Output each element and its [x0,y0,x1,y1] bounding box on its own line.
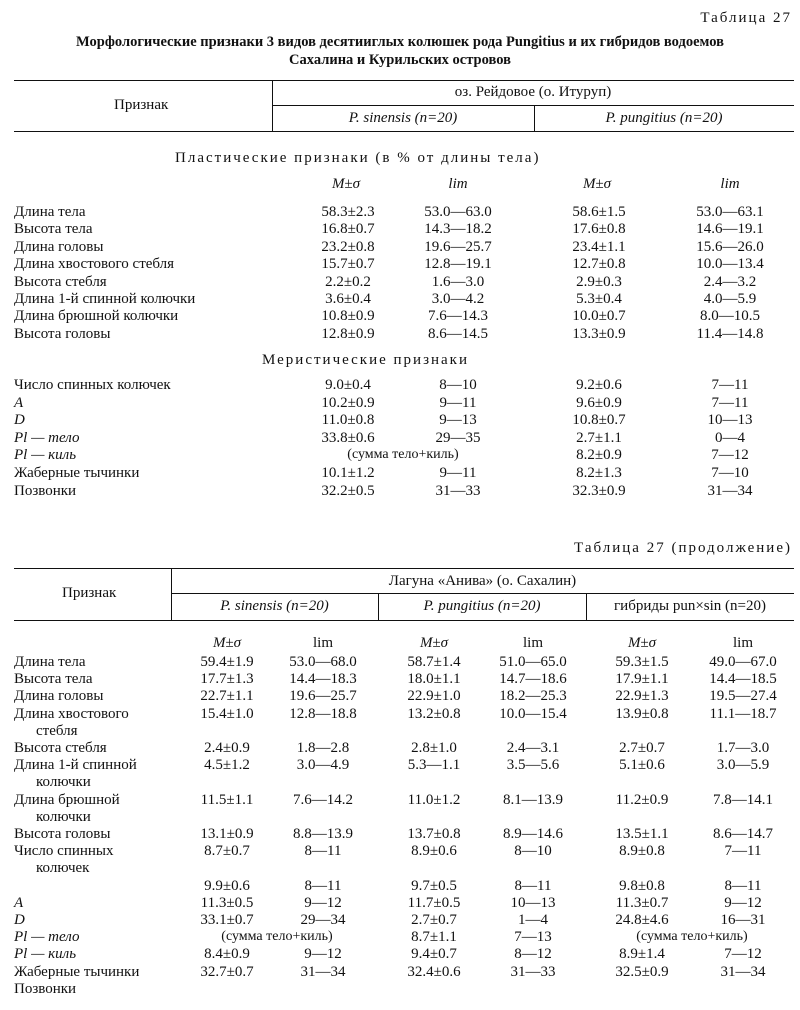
row-label: Жаберные тычинки [14,963,140,980]
table-row [0,291,800,308]
row-label: A [14,394,24,411]
table-row [0,878,800,895]
table-cell: 9—12 [304,946,342,963]
table-cell: 9—11 [439,465,477,481]
table-row-continuation [0,723,800,740]
table-row [0,377,800,394]
table-cell: 32.2±0.5 [321,482,375,499]
row-label: Высота тела [14,671,93,688]
table-cell: 7—11 [724,843,762,860]
row-label: D [14,412,25,429]
row-label: Число спинных [14,843,114,860]
table-cell: 51.0—65.0 [499,654,567,670]
table-cell: 8—11 [724,877,762,894]
table-cell: 8.7±0.7 [204,843,250,860]
row-label: Позвонки [14,980,77,997]
subheader: M±σ [627,635,657,651]
table-cell: 14.6—19.1 [696,221,764,238]
table-cell: 9.4±0.7 [411,946,457,963]
row-label: Высота головы [14,325,111,342]
table-cell: 24.8±4.6 [615,912,669,928]
table-cell: 22.7±1.1 [200,688,254,705]
table-cell: 3.0—4.9 [296,757,350,774]
column-header-feature: Признак [62,585,117,601]
table-cell: 13.7±0.8 [407,826,461,842]
table-cell: 18.0±1.1 [407,671,461,688]
table-row [0,430,800,447]
table-cell: 1.6—3.0 [431,273,485,290]
table-cell: 10.2±0.9 [321,394,375,411]
column-header-species: P. pungitius (n=20) [423,598,541,614]
table-cell: 8—11 [304,843,342,860]
table-cell: 1.8—2.8 [296,740,350,756]
table-cell: 9.2±0.6 [576,377,622,393]
table-cell: 32.5±0.9 [615,963,669,980]
table-cell: 9.0±0.4 [325,377,371,393]
table-cell: 8—10 [514,843,552,860]
table-cell: 15.7±0.7 [321,256,375,273]
table-cell: 12.8±0.9 [321,325,375,342]
subheader-row [0,176,800,193]
row-label: Длина хвостового стебля [14,256,175,273]
table-cell: 8.2±1.3 [576,465,622,481]
table-rule-top [14,80,794,81]
table-cell: 12.8—18.8 [289,705,357,722]
subheader: M±σ [331,176,361,192]
table-cell: 10.8±0.9 [321,308,375,325]
table-cell: 11.2±0.9 [615,791,669,808]
table-cell: 8—10 [439,377,477,393]
table-cell: 22.9±1.0 [407,688,461,705]
table-cell: 8—11 [514,877,552,894]
table-cell: 8.7±1.1 [411,929,457,946]
table-cell: 17.9±1.1 [615,671,669,688]
table-cell: 11.3±0.5 [200,894,254,911]
table-cell: 33.8±0.6 [321,429,375,446]
table-cell: 53.0—63.0 [424,204,492,220]
table-row [0,395,800,412]
table-title-line2: Сахалина и Курильских островов [289,52,511,68]
table-cell: 23.4±1.1 [572,238,626,255]
table-cell: 7.8—14.1 [713,791,773,808]
table-cell: 11.5±1.1 [200,791,254,808]
table-cell: 31—34 [300,963,346,980]
table-cell: 22.9±1.3 [615,688,669,705]
table-cell: 15.4±1.0 [200,705,254,722]
row-label-continuation: колючки [36,808,91,825]
table-cell: 3.0—4.2 [431,291,485,307]
table-cell: (сумма тело+киль) [221,929,333,945]
row-label: Позвонки [14,482,77,499]
table-cell: 32.4±0.6 [407,963,461,980]
table-row [0,204,800,221]
table-cell: 9.9±0.6 [204,877,250,894]
table-cell: 7—11 [711,377,749,393]
row-label: Pl — тело [14,429,80,446]
table-cell: 9.7±0.5 [411,877,457,894]
table-cell: 11.4—14.8 [696,325,764,342]
table-cell: 11.1—18.7 [709,705,777,722]
table-cell: 9—12 [724,894,762,911]
table-cell: 2.7±0.7 [619,740,665,756]
table-cell: 31—34 [707,482,753,499]
table-cell: 10—13 [510,894,556,911]
table-cell: 16.8±0.7 [321,221,375,238]
table-cell: 2.4—3.1 [506,740,560,756]
table-cell: 29—35 [435,429,481,446]
table-cell: 8—12 [514,946,552,963]
table-cell: 5.3±0.4 [576,291,622,307]
table-row [0,895,800,912]
table-row [0,792,800,809]
table-cell: 10—13 [707,412,753,429]
table-cell: 4.5±1.2 [204,757,250,774]
table-cell: 11.3±0.7 [615,894,669,911]
table-cell: 8.6—14.5 [428,325,488,342]
column-header-species: P. sinensis (n=20) [220,598,329,614]
table-row [0,256,800,273]
section-heading-meristic: Меристические признаки [262,352,470,368]
table-cell: 8—11 [304,877,342,894]
table-cell: 11.0±0.8 [321,412,375,429]
table-cell: 7—12 [711,447,749,464]
table-row [0,447,800,464]
table-cell: 19.5—27.4 [709,688,777,705]
table-cell: 8.2±0.9 [576,447,622,464]
table-row [0,412,800,429]
table-cell: 13.9±0.8 [615,705,669,722]
table-cell: 5.1±0.6 [619,757,665,774]
table-cell: 12.7±0.8 [572,256,626,273]
table-rule-sub [171,593,794,594]
table-row [0,308,800,325]
row-label: Высота тела [14,221,93,238]
table-cell: 1.7—3.0 [716,740,770,756]
row-label: Длина хвостового [14,705,129,722]
table-row [0,221,800,238]
table-row [0,964,800,981]
table-cell: 32.3±0.9 [572,482,626,499]
row-label: Высота головы [14,826,111,842]
table-cell: 8.9±0.8 [619,843,665,860]
subheader: M±σ [582,176,612,192]
table-row [0,981,800,998]
row-label: Длина головы [14,688,104,705]
subheader: lim [720,176,740,192]
table-cell: 1—4 [518,912,548,928]
table-cell: 19.6—25.7 [424,238,492,255]
table-title-line1: Морфологические признаки 3 видов десятииглых колюшек рода Pungitius и их гибридов водоемов [76,34,724,50]
table-rule-header-bottom [14,131,794,132]
table-cell: 8.8—13.9 [293,826,353,842]
row-label: Длина 1-й спинной [14,757,137,774]
row-label: Длина брюшной колючки [14,308,179,325]
table-cell: 11.0±1.2 [407,791,461,808]
row-label: Число спинных колючек [14,377,171,393]
table-cell: 8.9—14.6 [503,826,563,842]
subheader: lim [732,635,753,651]
table-cell: 8.9±1.4 [619,946,665,963]
subheader: lim [312,635,333,651]
table-cell: (сумма тело+киль) [636,929,748,945]
table-row [0,239,800,256]
table-cell: 7—12 [724,946,762,963]
row-label: Жаберные тычинки [14,465,140,481]
table-cell: 0—4 [715,429,745,446]
table-row [0,688,800,705]
column-header-location: Лагуна «Анива» (о. Сахалин) [388,573,577,589]
table-cell: 31—34 [720,963,766,980]
table-cell: 7—13 [514,929,552,946]
table-cell: 16—31 [720,912,766,928]
table-cell: 7—11 [711,394,749,411]
table-cell: 8.6—14.7 [713,826,773,842]
table-row [0,912,800,929]
table-cell: 10.0—15.4 [499,705,567,722]
table-cell: 59.4±1.9 [200,654,254,670]
table-row [0,654,800,671]
table-rule-top [14,568,794,569]
table-cell: 13.1±0.9 [200,826,254,842]
table-cell: 58.7±1.4 [407,654,461,670]
table-cell: 12.8—19.1 [424,256,492,273]
table-row [0,946,800,963]
table-cell: 8.0—10.5 [700,308,760,325]
row-label: D [14,912,25,928]
table-cell: 53.0—68.0 [289,654,357,670]
row-label: Pl — киль [14,946,77,963]
table-cell: (сумма тело+киль) [347,447,459,463]
table-cell: 11.7±0.5 [407,894,461,911]
table-row [0,671,800,688]
table-cell: 31—33 [435,482,481,499]
row-label: Длина головы [14,238,104,255]
table-cell: 2.4—3.2 [703,273,757,290]
table-cell: 9—12 [304,894,342,911]
table-row [0,326,800,343]
row-label: Высота стебля [14,273,107,290]
table-row [0,929,800,946]
table-cell: 9.6±0.9 [576,394,622,411]
table-cell: 2.7±1.1 [576,429,622,446]
column-header-location: оз. Рейдовое (о. Итуруп) [454,84,612,100]
table-cell: 14.7—18.6 [499,671,567,688]
table-rule-header-bottom [14,620,794,621]
table-cell: 19.6—25.7 [289,688,357,705]
table-row [0,843,800,860]
row-label: Длина тела [14,654,86,670]
table-row [0,483,800,500]
row-label-continuation: колючек [36,860,90,877]
table-cell: 14.3—18.2 [424,221,492,238]
subheader: lim [448,176,468,192]
table-cell: 29—34 [300,912,346,928]
row-label-continuation: колючки [36,774,91,791]
column-header-species: P. pungitius (n=20) [605,110,723,126]
row-label: Длина 1-й спинной колючки [14,291,196,307]
row-label: Pl — киль [14,447,77,464]
table-cell: 9—13 [439,412,477,429]
column-header-feature: Признак [114,97,169,113]
subheader: M±σ [419,635,449,651]
table-cell: 8.9±0.6 [411,843,457,860]
table-cell: 10.0—13.4 [696,256,764,273]
table-row [0,826,800,843]
table-cell: 7.6—14.2 [293,791,353,808]
table-cell: 9—11 [439,394,477,411]
row-label: Высота стебля [14,740,107,756]
table-cell: 15.6—26.0 [696,238,764,255]
table-cell: 32.7±0.7 [200,963,254,980]
table-cell: 49.0—67.0 [709,654,777,670]
section-heading-plastic: Пластические признаки (в % от длины тела) [175,150,541,166]
table-cell: 5.3—1.1 [407,757,461,774]
subheader: M±σ [212,635,242,651]
table-caption-continued: Таблица 27 (продолжение) [574,540,792,556]
table-cell: 58.6±1.5 [572,204,626,220]
table-row-continuation [0,860,800,877]
table-cell: 7.6—14.3 [428,308,488,325]
table-cell: 2.7±0.7 [411,912,457,928]
table-cell: 14.4—18.3 [289,671,357,688]
table-cell: 9.8±0.8 [619,877,665,894]
table-cell: 13.5±1.1 [615,826,669,842]
table-cell: 3.6±0.4 [325,291,371,307]
table-cell: 3.0—5.9 [716,757,770,774]
table-cell: 33.1±0.7 [200,912,254,928]
table-cell: 13.2±0.8 [407,705,461,722]
row-label: A [14,894,24,911]
table-cell: 8.1—13.9 [503,791,563,808]
table-cell: 14.4—18.5 [709,671,777,688]
table-cell: 53.0—63.1 [696,204,764,220]
table-row-continuation [0,774,800,791]
table-cell: 13.3±0.9 [572,325,626,342]
table-cell: 2.4±0.9 [204,740,250,756]
subheader-row [0,635,800,652]
row-label: Длина тела [14,204,86,220]
table-cell: 10.0±0.7 [572,308,626,325]
table-cell: 2.9±0.3 [576,273,622,290]
table-cell: 18.2—25.3 [499,688,567,705]
table-row [0,740,800,757]
table-cell: 10.8±0.7 [572,412,626,429]
table-row [0,274,800,291]
table-cell: 10.1±1.2 [321,465,375,481]
table-row [0,706,800,723]
table-cell: 23.2±0.8 [321,238,375,255]
table-cell: 17.7±1.3 [200,671,254,688]
table-cell: 17.6±0.8 [572,221,626,238]
row-label: Pl — тело [14,929,80,946]
table-cell: 31—33 [510,963,556,980]
table-cell: 2.8±1.0 [411,740,457,756]
table-cell: 4.0—5.9 [703,291,757,307]
table-cell: 2.2±0.2 [325,273,371,290]
table-caption: Таблица 27 [700,10,792,26]
subheader: lim [522,635,543,651]
row-label: Длина брюшной [14,791,120,808]
row-label-continuation: стебля [36,722,78,739]
column-header-species: гибриды pun×sin (n=20) [614,598,766,614]
table-cell: 59.3±1.5 [615,654,669,670]
column-header-species: P. sinensis (n=20) [348,110,458,126]
table-row [0,465,800,482]
table-cell: 8.4±0.9 [204,946,250,963]
table-rule-sub [272,105,794,106]
table-cell: 58.3±2.3 [321,204,375,220]
table-row [0,757,800,774]
table-cell: 3.5—5.6 [506,757,560,774]
table-row-continuation [0,809,800,826]
table-cell: 7—10 [711,465,749,481]
